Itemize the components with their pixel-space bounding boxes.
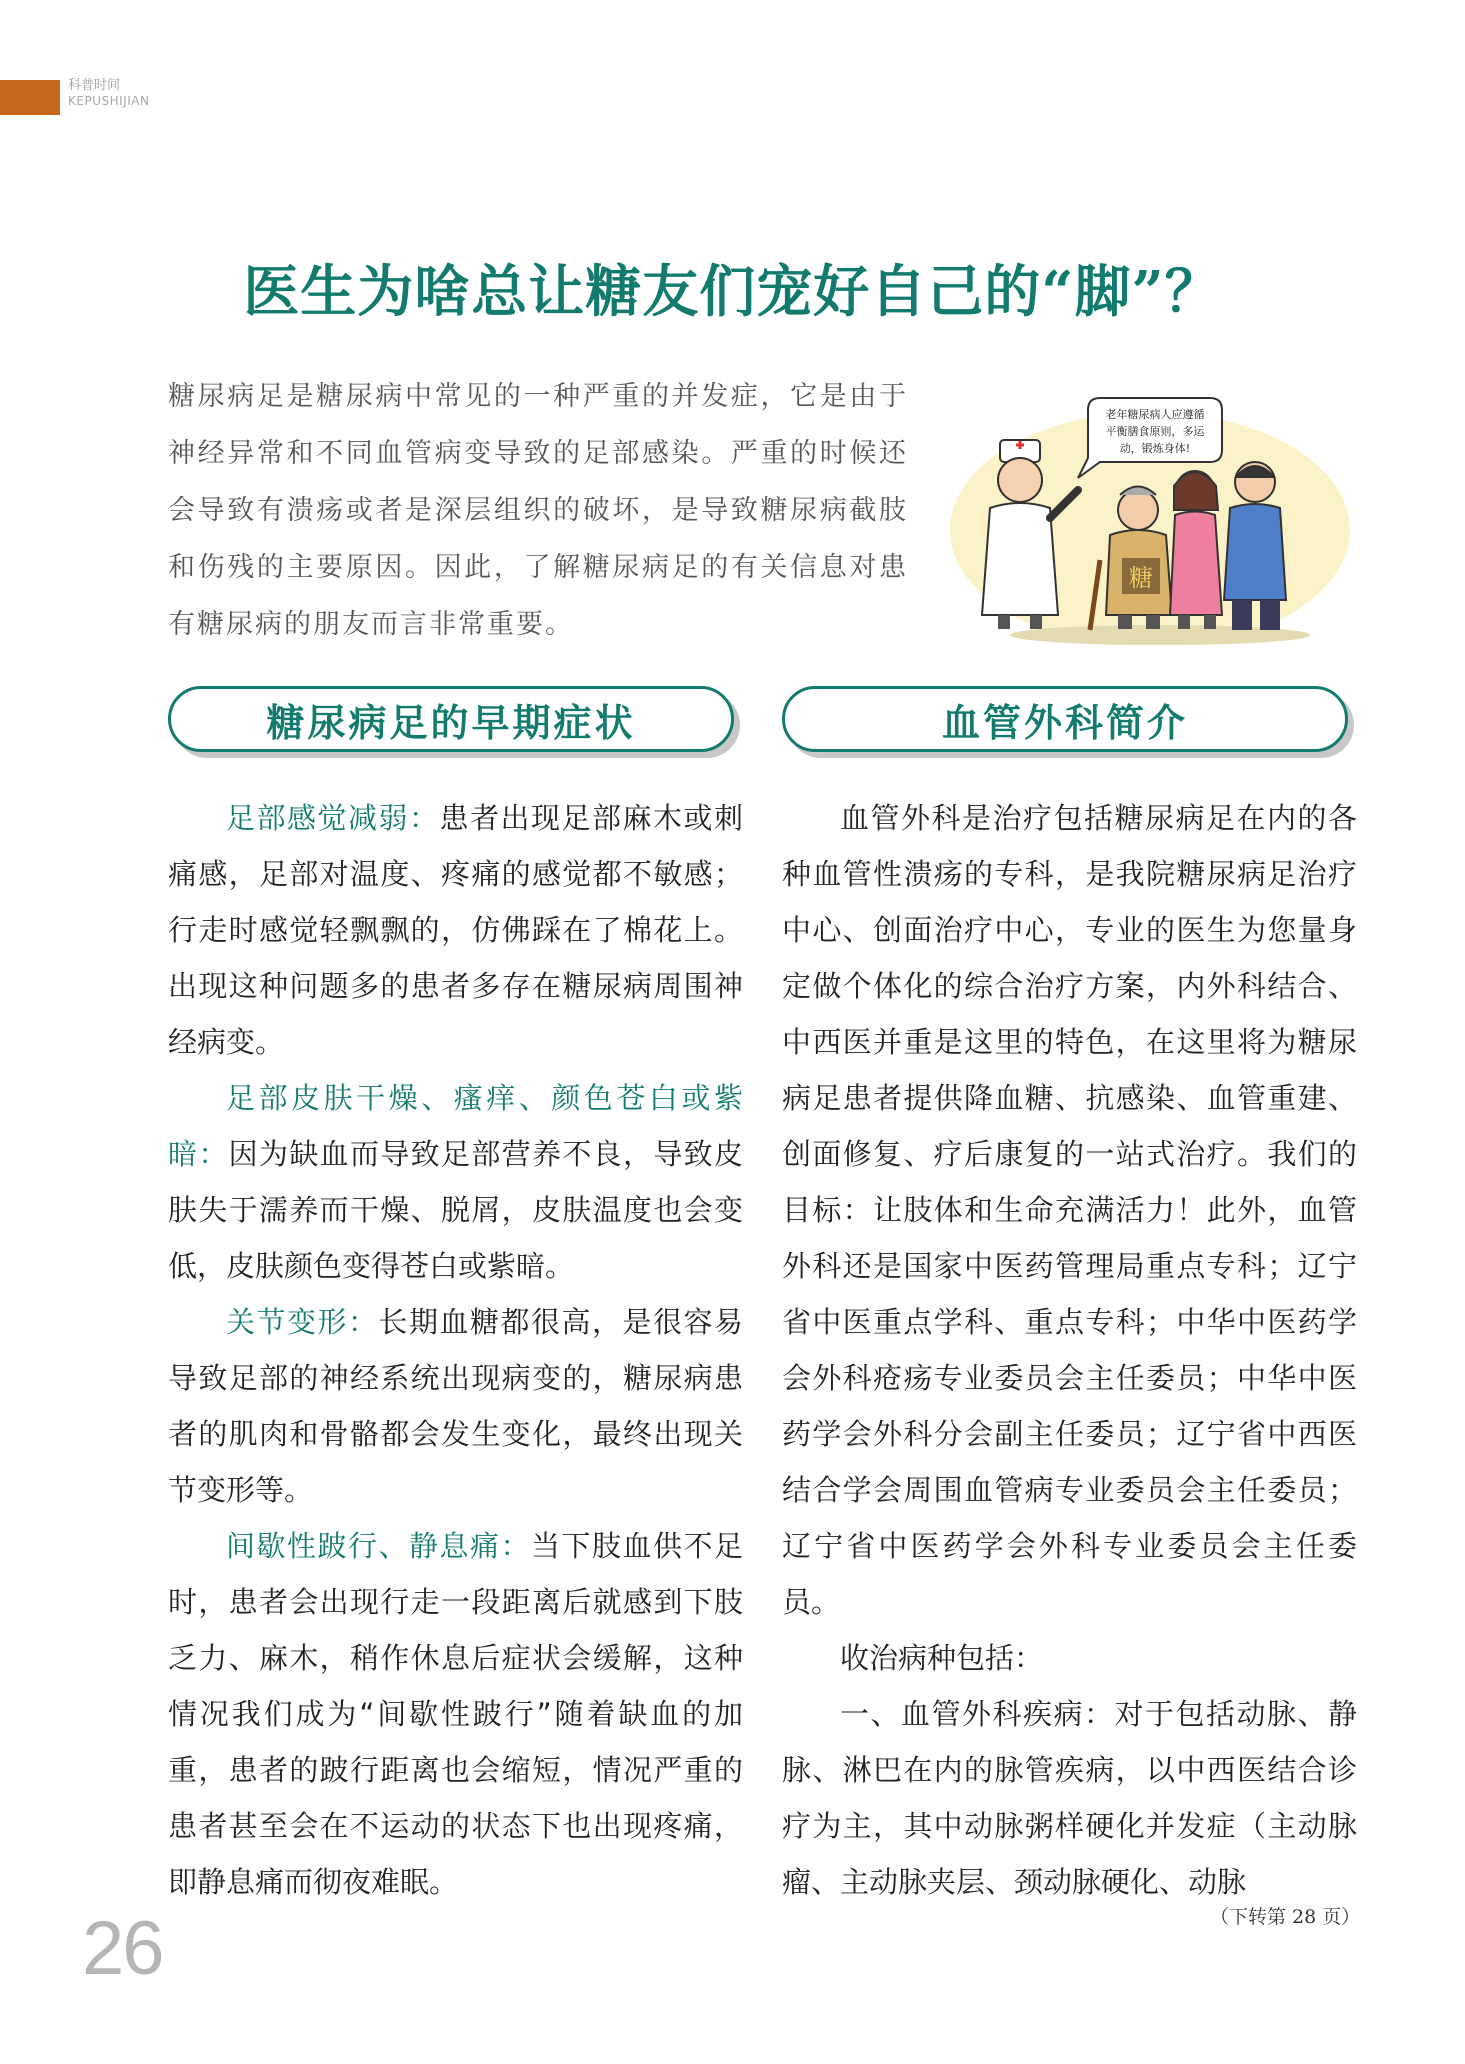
- caregiver-woman-figure: [1170, 471, 1222, 629]
- section-heading-vascular-surgery: 血管外科简介: [782, 686, 1348, 752]
- symptom-item: [168, 1294, 743, 1518]
- doctor-patients-illustration: [950, 390, 1350, 645]
- symptom-text: 当下肢血供不足时，患者会出现行走一段距离后就感到下肢乏力、麻木，稍作休息后症状会缓解，这种情况我们成为“间歇性跛行”随着缺血的加重，患者的跛行距离也会缩短，情况严重的患者甚至会在不运动的状态下也出现疼痛，即静息痛而彻夜难眠。: [168, 1529, 743, 1899]
- body-paragraph: 血管外科是治疗包括糖尿病足在内的各种血管性溃疡的专科，是我院糖尿病足治疗中心、创面治疗中心，专业的医生为您量身定做个体化的综合治疗方案，内外科结合、中西医并重是这里的特色，在这里将为糖尿病足患者提供降血糖、抗感染、血管重建、创面修复、疗后康复的一站式治疗。我们的目标：让肢体和生命充满活力！此外，血管外科还是国家中医药管理局重点专科；辽宁省中医重点学科、重点专科；中华中医药学会外科疮疡专业委员会主任委员；中华中医药学会外科分会副主任委员；辽宁省中西医结合学会周围血管病专业委员会主任委员；辽宁省中医药学会外科专业委员会主任委员。: [782, 801, 1357, 1619]
- article-title: 医生为啥总让糖友们宠好自己的“脚”？: [243, 259, 1222, 325]
- speech-line-2: 平衡膳食原则，多运: [1105, 425, 1205, 438]
- speech-line-1: 老年糖尿病人应遵循: [1105, 408, 1205, 421]
- shirt-text: 糖: [1129, 564, 1153, 592]
- symptom-item: [168, 790, 743, 1070]
- section-label-cn: 科普时间: [68, 78, 121, 93]
- early-symptoms-column: [168, 790, 743, 1910]
- symptom-term: 间歇性跛行、静息痛：: [226, 1529, 531, 1563]
- vascular-surgery-column: [782, 790, 1357, 1910]
- continuation-note: （下转第 28 页）: [1210, 1906, 1361, 1928]
- header-color-bar: [0, 80, 60, 115]
- section-label: [68, 78, 149, 108]
- symptom-item: [168, 1518, 743, 1910]
- intro-paragraph: 糖尿病足是糖尿病中常见的一种严重的并发症，它是由于神经异常和不同血管病变导致的足部感染。严重的时候还会导致有溃疡或者是深层组织的破坏，是导致糖尿病截肢和伤残的主要原因。因此，了解糖尿病足的有关信息对患有糖尿病的朋友而言非常重要。: [168, 381, 908, 640]
- symptom-term: 足部感觉减弱：: [226, 801, 440, 835]
- symptom-term: 关节变形：: [226, 1305, 379, 1339]
- body-paragraph: 收治病种包括：: [840, 1641, 1044, 1675]
- section-label-en: KEPUSHIJIAN: [68, 93, 150, 108]
- symptom-text: 患者出现足部麻木或刺痛感，足部对温度、疼痛的感觉都不敏感；行走时感觉轻飘飘的，仿佛踩在了棉花上。出现这种问题多的患者多存在糖尿病周围神经病变。: [168, 801, 743, 1059]
- symptom-term: 足部皮肤干燥、瘙痒、颜色苍白或紫暗：: [168, 1081, 743, 1171]
- section-heading-early-symptoms: 糖尿病足的早期症状: [168, 686, 734, 752]
- speech-line-3: 动，锻炼身体!: [1119, 442, 1191, 455]
- page-number: 26: [82, 1906, 163, 1991]
- body-paragraph: 一、血管外科疾病：对于包括动脉、静脉、淋巴在内的脉管疾病，以中西医结合诊疗为主，其中动脉粥样硬化并发症（主动脉瘤、主动脉夹层、颈动脉硬化、动脉: [782, 1697, 1357, 1899]
- symptom-text: 长期血糖都很高，是很容易导致足部的神经系统出现病变的，糖尿病患者的肌肉和骨骼都会发生变化，最终出现关节变形等。: [168, 1305, 743, 1507]
- symptom-item: [168, 1070, 743, 1294]
- symptom-text: 因为缺血而导致足部营养不良，导致皮肤失于濡养而干燥、脱屑，皮肤温度也会变低，皮肤颜色变得苍白或紫暗。: [168, 1137, 743, 1283]
